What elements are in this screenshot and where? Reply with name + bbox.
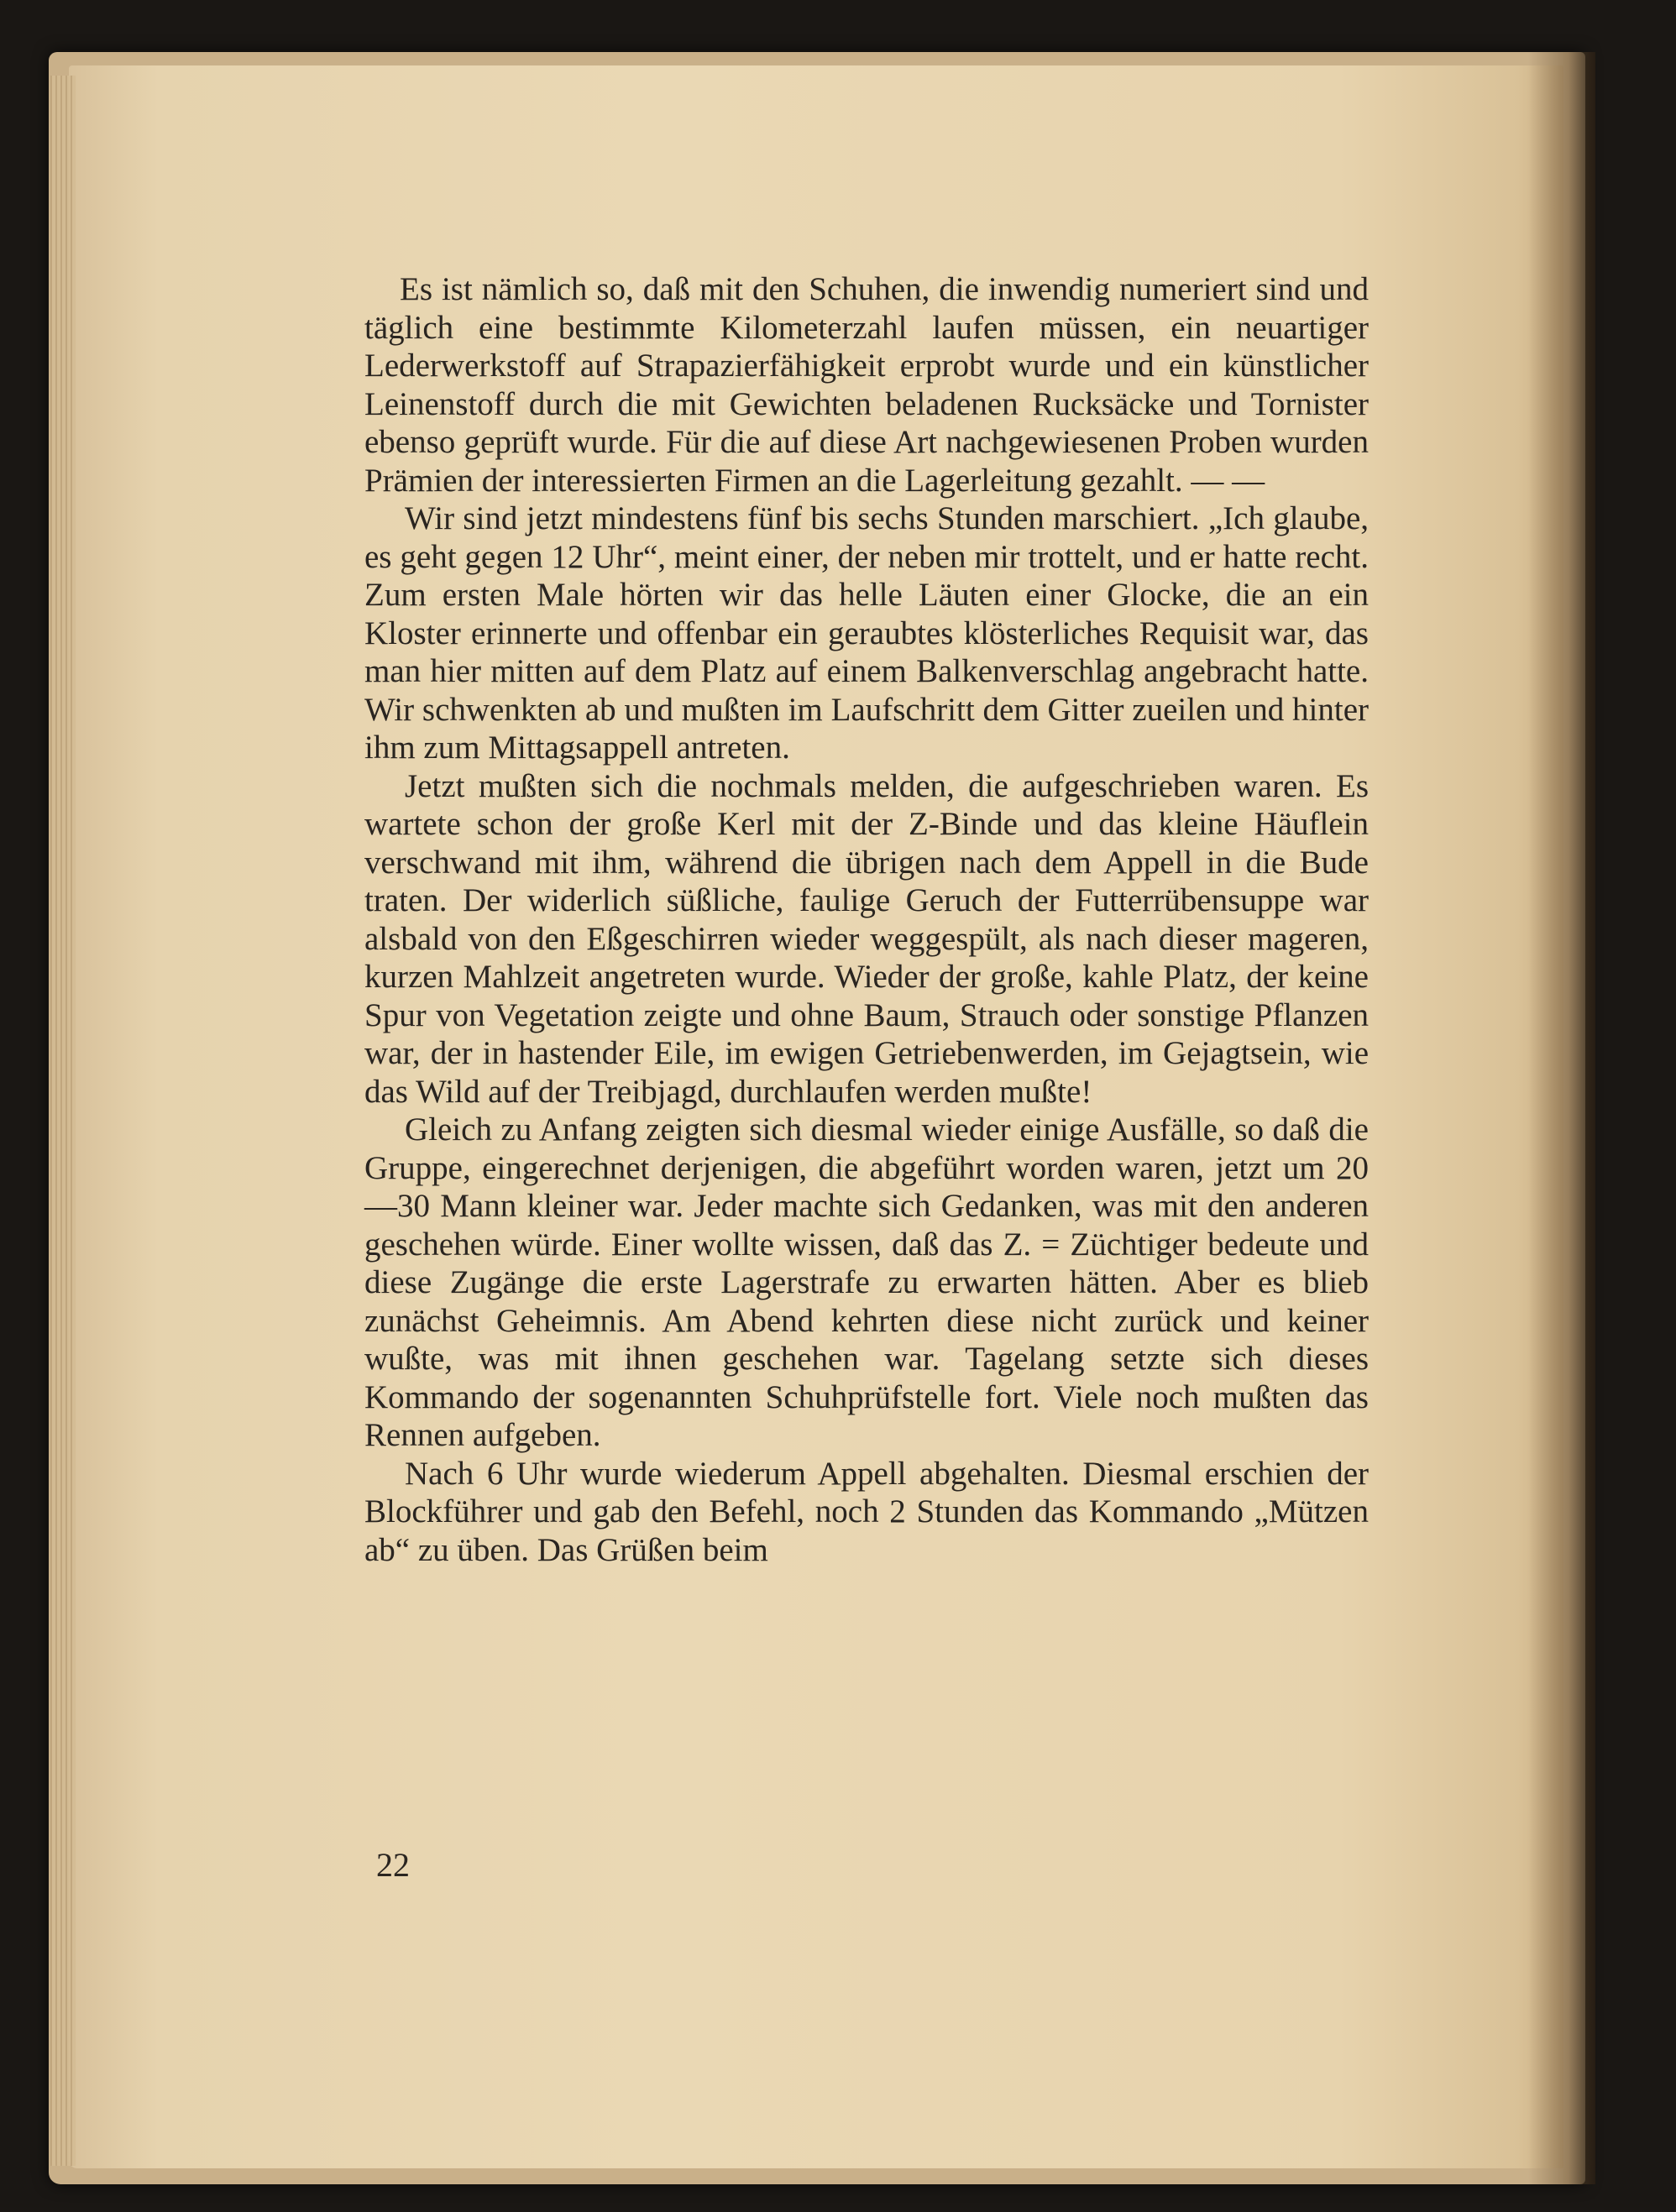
paragraph: Wir sind jetzt mindestens fünf bis sechs Stunden marschiert. „Ich glaube, es geht gegen 12 Uhr“, meint einer, der neben mir trottelt, und er hatte recht. Zum ersten Male hörten wir das helle Läuten einer Glocke, die an ein Kloster erinnerte und offenbar ein geraubtes klösterliches Requisit war, das man hier mitten auf dem Platz auf einem Balkenverschlag angebracht hatte. Wir schwenkten ab und mußten im Laufschritt dem Gitter zueilen und hinter ihm zum Mittagsappell antreten. bbox=[364, 500, 1369, 766]
gutter-shadow bbox=[1528, 52, 1595, 2184]
paragraph: Jetzt mußten sich die nochmals melden, die aufgeschrieben waren. Es wartete schon der große Kerl mit der Z-Binde und das kleine Häuflein verschwand mit ihm, während die übrigen nach dem Appell in die Bude traten. Der widerlich süßliche, faulige Geruch der Futterrübensuppe war alsbald von den Eßgeschirren wieder weggespült, als nach dieser mageren, kurzen Mahlzeit angetreten wurde. Wieder der große, kahle Platz, der keine Spur von Vegetation zeigte und ohne Baum, Strauch oder sonstige Pflanzen war, der in hastender Eile, im ewigen Getriebenwerden, im Gejagtsein, wie das Wild auf der Treibjagd, durchlaufen werden mußte! bbox=[364, 767, 1369, 1110]
body-text bbox=[364, 270, 1369, 1569]
paragraph: Nach 6 Uhr wurde wiederum Appell abgehalten. Diesmal erschien der Blockführer und gab den Befehl, noch 2 Stunden das Kommando „Mützen ab“ zu üben. Das Grüßen beim bbox=[364, 1455, 1369, 1568]
page-number: 22 bbox=[376, 1846, 410, 1884]
paragraph: Gleich zu Anfang zeigten sich diesmal wieder einige Ausfälle, so daß die Gruppe, eingerechnet derjenigen, die abgeführt worden waren, jetzt um 20—30 Mann kleiner war. Jeder machte sich Gedanken, was mit den anderen geschehen würde. Einer wollte wissen, daß das Z. = Züchtiger bedeute und diese Zugänge die erste Lagerstrafe zu erwarten hätten. Aber es blieb zunächst Geheimnis. Am Abend kehrten diese nicht zurück und keiner wußte, was mit ihnen geschehen war. Tagelang setzte sich dieses Kommando der sogenannten Schuhprüfstelle fort. Viele noch mußten das Rennen aufgeben. bbox=[364, 1111, 1369, 1453]
page-edges bbox=[50, 76, 76, 2166]
paragraph: Es ist nämlich so, daß mit den Schuhen, die inwendig numeriert sind und täglich eine bestimmte Kilometerzahl laufen müssen, ein neuartiger Lederwerkstoff auf Strapazierfähigkeit erprobt wurde und ein künstlicher Leinenstoff durch die mit Gewichten beladenen Rucksäcke und Tornister ebenso geprüft wurde. Für die auf diese Art nachgewiesenen Proben wurden Prämien der interessierten Firmen an die Lagerleitung gezahlt. — — bbox=[364, 271, 1369, 499]
